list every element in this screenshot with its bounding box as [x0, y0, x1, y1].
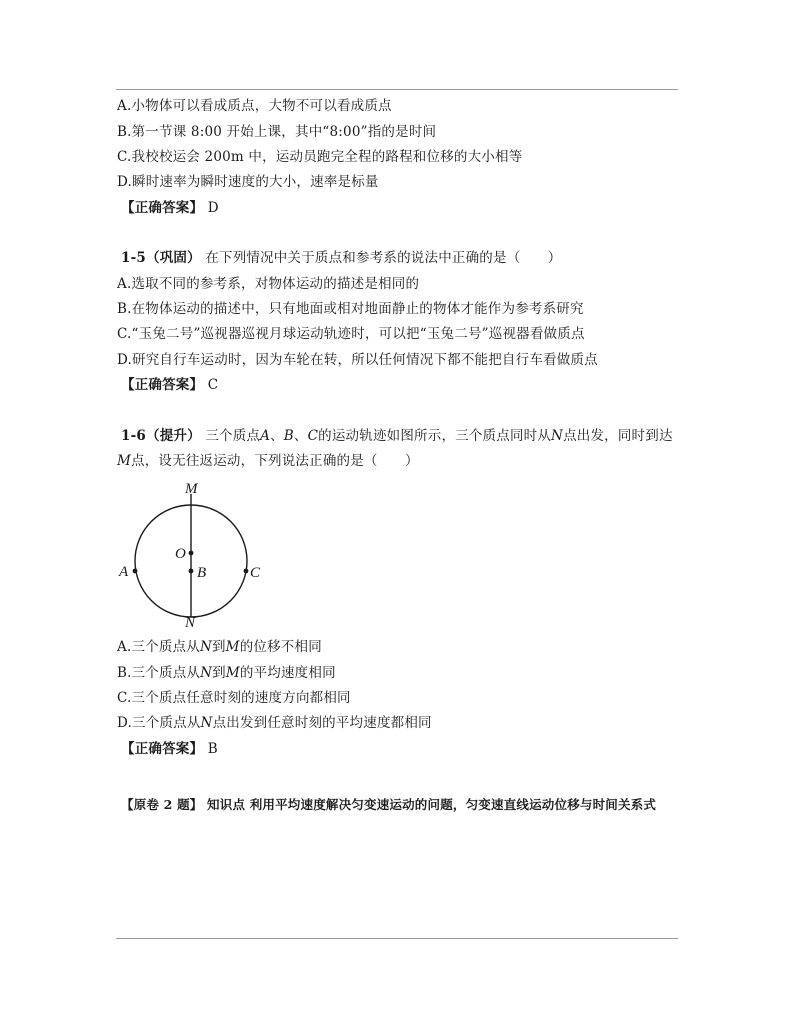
- q5-answer-label: 【正确答案】: [121, 377, 204, 393]
- q6-number: 1-6: [121, 428, 146, 444]
- q6-stem-line2: [117, 452, 419, 470]
- q6-answer: [121, 740, 218, 758]
- q6-option-a-v2: M: [225, 639, 240, 655]
- footer-rule: [116, 938, 678, 939]
- q6-stem-sep2: 、: [293, 428, 308, 444]
- q6-option-c: [117, 689, 351, 707]
- source-knowledge-point: 【原卷 2 题】 知识点 利用平均速度解决匀变速运动的问题，匀变速直线运动位移与时间关系式: [121, 797, 657, 812]
- q6-stem-b: B: [283, 428, 294, 444]
- q6-option-b-v1: N: [200, 665, 213, 681]
- q6-option-a-mid: 到: [211, 639, 226, 655]
- trajectory-diagram: [110, 478, 270, 630]
- q6-option-a-post: 的位移不相同: [239, 639, 322, 655]
- label-n: N: [185, 615, 196, 630]
- q6-option-d-v1: N: [200, 715, 213, 731]
- q4-option-c: C.我校校运会 200m 中，运动员跑完全程的路程和位移的大小相等: [117, 149, 523, 165]
- q5-number: 1-5: [121, 250, 146, 266]
- q6-option-b-mid: 到: [212, 665, 226, 681]
- q6-option-a-pre: A.三个质点从: [117, 639, 200, 655]
- q6-option-b-pre: B.三个质点从: [117, 665, 201, 681]
- q4-option-d: D.瞬时速率为瞬时速度的大小，速率是标量: [117, 174, 379, 190]
- q4-answer: [121, 199, 219, 217]
- q5-stem: [121, 249, 562, 267]
- q6-option-d-pre: D.三个质点从: [117, 715, 201, 731]
- q6-stem-part1: 三个质点: [205, 428, 261, 444]
- q6-stem-part4: 点，设无往返运动，下列说法正确的是（ ）: [131, 453, 419, 469]
- q6-answer-value: B: [207, 741, 218, 757]
- q4-answer-value: D: [207, 200, 219, 216]
- q6-stem-n: N: [551, 428, 564, 444]
- q6-option-c-pre: C.三个质点任意时刻的速度方向都相同: [117, 690, 351, 706]
- q6-option-b-post: 的平均速度相同: [239, 665, 336, 681]
- q6-option-d-mid: 点出发到任意时刻的平均速度都相同: [212, 715, 432, 731]
- q6-stem-sep1: 、: [270, 428, 284, 444]
- q6-stem-line1: [121, 427, 673, 445]
- point-o-dot: [189, 551, 194, 556]
- label-o: O: [175, 546, 186, 562]
- q5-tag: （巩固）: [146, 250, 201, 266]
- q4-answer-label: 【正确答案】: [121, 200, 204, 216]
- point-c-dot: [244, 569, 249, 574]
- q6-stem-part2: 的运动轨迹如图所示，三个质点同时从: [318, 428, 552, 444]
- q6-option-a: [117, 638, 322, 656]
- q6-option-a-v1: N: [199, 639, 212, 655]
- q5-option-a: A.选取不同的参考系，对物体运动的描述是相同的: [117, 276, 420, 292]
- q5-option-c: C.“玉兔二号”巡视器巡视月球运动轨迹时，可以把“玉兔二号”巡视器看做质点: [117, 326, 585, 342]
- q4-option-a: A.小物体可以看成质点，大物不可以看成质点: [117, 98, 392, 114]
- label-a: A: [119, 564, 129, 580]
- q6-option-b: [117, 664, 336, 682]
- label-c: C: [250, 565, 261, 581]
- q6-option-b-v2: M: [225, 665, 240, 681]
- q5-option-b: B.在物体运动的描述中，只有地面或相对地面静止的物体才能作为参考系研究: [117, 301, 584, 317]
- q5-answer: [121, 376, 218, 394]
- point-a-dot: [133, 569, 138, 574]
- q6-answer-label: 【正确答案】: [121, 741, 204, 757]
- point-b-dot: [189, 569, 194, 574]
- q6-stem-a: A: [260, 428, 271, 444]
- label-m: M: [185, 481, 198, 497]
- q5-stem-text: 在下列情况中关于质点和参考系的说法中正确的是（ ）: [205, 250, 562, 266]
- header-rule: [116, 89, 678, 90]
- q6-stem-c: C: [307, 428, 319, 444]
- q6-stem-m: M: [117, 453, 132, 469]
- q5-option-d: D.研究自行车运动时，因为车轮在转，所以任何情况下都不能把自行车看做质点: [117, 352, 598, 368]
- q6-stem-part3: 点出发，同时到达: [563, 428, 673, 444]
- q6-tag: （提升）: [146, 428, 201, 444]
- q6-option-d: [117, 714, 432, 732]
- q5-answer-value: C: [207, 377, 219, 393]
- q4-option-b: B.第一节课 8:00 开始上课，其中“8:00”指的是时间: [117, 124, 437, 140]
- label-b: B: [197, 565, 207, 581]
